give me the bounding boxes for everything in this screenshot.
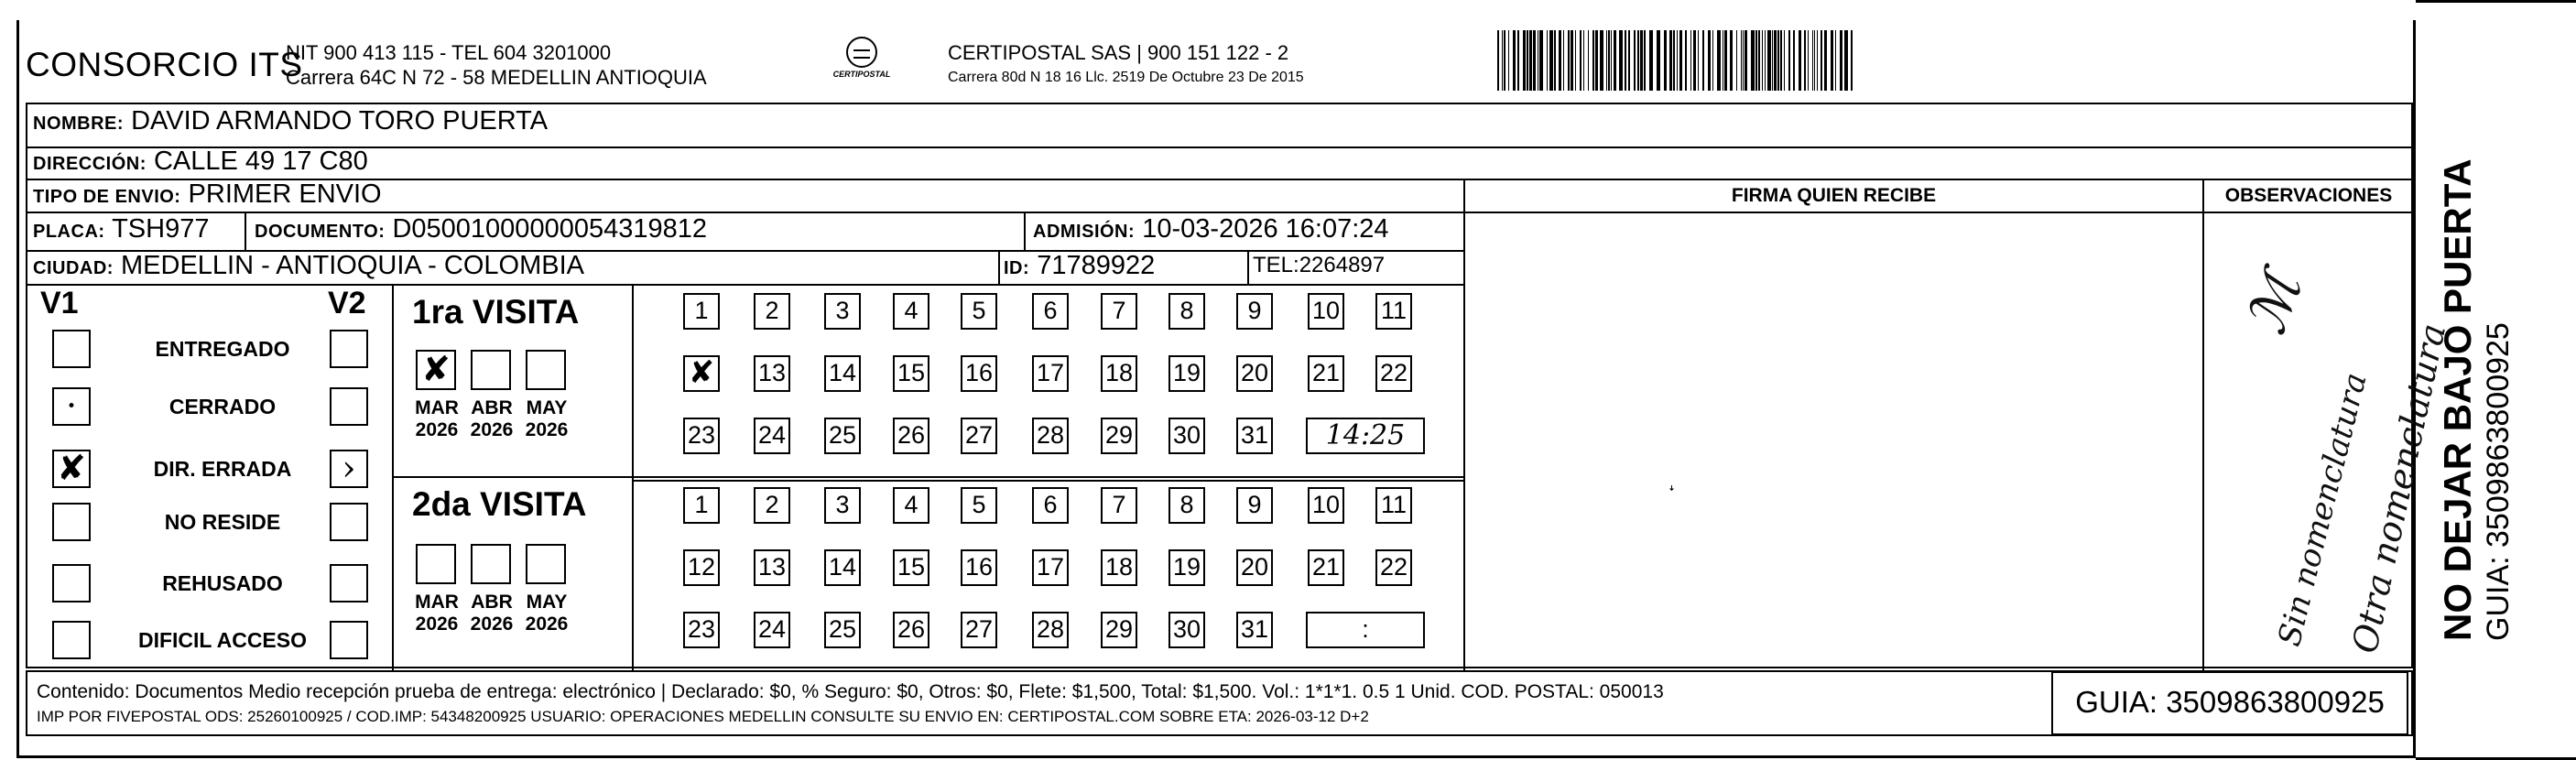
- day-box: 25: [824, 612, 861, 648]
- placa-field: PLACA: TSH977: [33, 214, 210, 244]
- day-box: ✘: [683, 355, 720, 392]
- divider: [632, 480, 1463, 482]
- day-box: 17: [1032, 549, 1069, 586]
- v1-checkbox: [52, 503, 91, 541]
- day-box: 20: [1236, 549, 1273, 586]
- day-box: 7: [1101, 293, 1137, 330]
- tel-field: TEL:2264897: [1253, 253, 1386, 277]
- month-checkbox: [526, 350, 566, 390]
- documento-field: DOCUMENTO: D05001000000054319812: [255, 214, 707, 244]
- month-year: 2026: [470, 419, 514, 440]
- day-box: 11: [1375, 487, 1412, 524]
- v1-checkbox: ✘: [52, 450, 91, 488]
- tipo-envio-value: PRIMER ENVIO: [188, 179, 382, 209]
- day-box: 1: [683, 487, 720, 524]
- v1-checkbox: [52, 330, 91, 368]
- day-box: 14: [824, 355, 861, 392]
- divider: [998, 250, 1000, 284]
- month-checkbox: [471, 350, 511, 390]
- day-box: 7: [1101, 487, 1137, 524]
- day-box: 26: [893, 418, 929, 454]
- id-field: ID: 71789922: [1004, 251, 1156, 280]
- status-label: ENTREGADO: [155, 337, 290, 361]
- certipostal-info: [948, 40, 1304, 90]
- tel-value: 2264897: [1299, 253, 1386, 277]
- v2-checkbox: [330, 621, 368, 659]
- time-box: :: [1306, 612, 1425, 648]
- nombre-value: DAVID ARMANDO TORO PUERTA: [131, 106, 549, 136]
- day-box: 12: [683, 549, 720, 586]
- documento-value: D05001000000054319812: [392, 214, 707, 244]
- observaciones-header: OBSERVACIONES: [2224, 185, 2393, 206]
- day-box: 29: [1101, 418, 1137, 454]
- v2-checkbox: ›: [330, 450, 368, 488]
- certipostal-line: CERTIPOSTAL SAS | 900 151 122 - 2: [948, 41, 1289, 64]
- day-box: 28: [1032, 612, 1069, 648]
- divider: [26, 212, 1463, 213]
- day-box: 4: [893, 487, 929, 524]
- divider: [26, 147, 2413, 148]
- day-box: 16: [961, 355, 997, 392]
- day-box: 5: [961, 293, 997, 330]
- day-box: 21: [1308, 549, 1344, 586]
- day-box: 11: [1375, 293, 1412, 330]
- obs-note-1: Sin nomenclatura: [2271, 369, 2375, 650]
- day-box: 18: [1101, 549, 1137, 586]
- v1-checkbox: [52, 564, 91, 603]
- company-name: CONSORCIO ITS: [26, 46, 303, 83]
- firma-header: FIRMA QUIEN RECIBE: [1731, 185, 1937, 206]
- day-box: 20: [1236, 355, 1273, 392]
- day-box: 6: [1032, 293, 1069, 330]
- day-box: 23: [683, 418, 720, 454]
- divider: [26, 179, 2413, 180]
- day-box: 8: [1168, 293, 1205, 330]
- month-checkbox: [471, 544, 511, 584]
- day-box: 22: [1375, 355, 1412, 392]
- day-box: 30: [1168, 418, 1205, 454]
- month-name: ABR: [471, 397, 513, 418]
- day-box: 19: [1168, 355, 1205, 392]
- month-label: [518, 397, 575, 441]
- divider: [26, 284, 1463, 286]
- day-box: 23: [683, 612, 720, 648]
- month-year: 2026: [525, 419, 569, 440]
- status-label: NO RESIDE: [164, 510, 281, 534]
- day-box: 9: [1236, 487, 1273, 524]
- divider: [1463, 212, 2413, 213]
- day-box: 2: [754, 293, 790, 330]
- day-box: 31: [1236, 612, 1273, 648]
- divider: [245, 212, 246, 250]
- id-value: 71789922: [1037, 251, 1156, 280]
- month-name: MAY: [526, 592, 568, 613]
- month-label: [408, 592, 465, 635]
- v1-checkbox: [52, 621, 91, 659]
- divider: [2202, 179, 2204, 670]
- logo-icon: [846, 37, 877, 68]
- month-label: [518, 592, 575, 635]
- v2-checkbox: [330, 564, 368, 603]
- day-box: 6: [1032, 487, 1069, 524]
- company-info: [286, 40, 707, 90]
- divider: [1463, 179, 1465, 670]
- month-year: 2026: [470, 613, 514, 635]
- day-box: 10: [1308, 293, 1344, 330]
- barcode: [1497, 30, 2225, 91]
- day-box: 3: [824, 293, 861, 330]
- month-name: MAR: [415, 397, 459, 418]
- month-name: MAR: [415, 592, 459, 613]
- ciudad-value: MEDELLIN - ANTIOQUIA - COLOMBIA: [121, 251, 584, 280]
- month-label: [463, 397, 520, 441]
- day-box: 16: [961, 549, 997, 586]
- day-box: 1: [683, 293, 720, 330]
- visita2-title: 2da VISITA: [412, 485, 587, 523]
- day-box: 15: [893, 355, 929, 392]
- day-box: 17: [1032, 355, 1069, 392]
- nit-line: NIT 900 413 115 - TEL 604 3201000: [286, 41, 612, 64]
- day-box: 15: [893, 549, 929, 586]
- divider: [1024, 212, 1026, 250]
- day-box: 28: [1032, 418, 1069, 454]
- certipostal-address: Carrera 80d N 18 16 Llc. 2519 De Octubre 23 De 2015: [948, 70, 1304, 85]
- nombre-field: NOMBRE: DAVID ARMANDO TORO PUERTA: [33, 106, 549, 136]
- day-box: 30: [1168, 612, 1205, 648]
- v2-checkbox: [330, 387, 368, 426]
- stray-mark: ꜜ: [1668, 485, 1675, 500]
- v2-checkbox: [330, 503, 368, 541]
- month-label: [463, 592, 520, 635]
- day-box: 9: [1236, 293, 1273, 330]
- divider: [392, 476, 1463, 478]
- direccion-value: CALLE 49 17 C80: [153, 147, 368, 176]
- month-checkbox: [526, 544, 566, 584]
- admision-field: ADMISIÓN: 10-03-2026 16:07:24: [1033, 214, 1389, 244]
- month-checkbox: [416, 544, 456, 584]
- time-box: 14:25: [1306, 418, 1425, 454]
- guia-number: GUIA: 3509863800925: [2051, 671, 2408, 735]
- address-line: Carrera 64C N 72 - 58 MEDELLIN ANTIOQUIA: [286, 66, 707, 89]
- day-box: 10: [1308, 487, 1344, 524]
- month-name: MAY: [526, 397, 568, 418]
- vertical-guia: GUIA: 3509863800925: [2481, 322, 2516, 641]
- v1-checkbox: ·: [52, 387, 91, 426]
- day-box: 13: [754, 549, 790, 586]
- day-box: 8: [1168, 487, 1205, 524]
- day-box: 29: [1101, 612, 1137, 648]
- divider: [1247, 250, 1249, 284]
- day-box: 27: [961, 418, 997, 454]
- month-label: [408, 397, 465, 441]
- admision-value: 10-03-2026 16:07:24: [1142, 214, 1389, 244]
- day-box: 24: [754, 418, 790, 454]
- day-box: 4: [893, 293, 929, 330]
- footer-impresion: IMP POR FIVEPOSTAL ODS: 25260100925 / COD.IMP: 54348200925 USUARIO: OPERACIONES MEDELLIN CONSULTE SU ENVIO EN: CERTIPOSTAL.COM SOBRE ETA: 2026-03-12 D+2: [37, 708, 1369, 725]
- day-box: 24: [754, 612, 790, 648]
- day-box: 19: [1168, 549, 1205, 586]
- day-box: 27: [961, 612, 997, 648]
- footer-contenido: Contenido: Documentos Medio recepción prueba de entrega: electrónico | Declarado: $0, % Seguro: $0, Otros: $0, Flete: $1,500, Total: $1,500. Vol.: 1*1*1. 0.5 1 Unid. COD. POSTAL: 050013: [37, 681, 1664, 702]
- barcode-bar: [1853, 30, 1856, 91]
- month-year: 2026: [415, 613, 459, 635]
- day-box: 13: [754, 355, 790, 392]
- v1-header: V1: [40, 286, 79, 320]
- direccion-field: DIRECCIÓN: CALLE 49 17 C80: [33, 147, 368, 176]
- day-box: 14: [824, 549, 861, 586]
- day-box: 21: [1308, 355, 1344, 392]
- month-year: 2026: [525, 613, 569, 635]
- v2-checkbox: [330, 330, 368, 368]
- month-checkbox: ✘: [416, 350, 456, 390]
- month-name: ABR: [471, 592, 513, 613]
- ciudad-field: CIUDAD: MEDELLIN - ANTIOQUIA - COLOMBIA: [33, 251, 584, 280]
- v2-header: V2: [328, 286, 366, 320]
- status-label: REHUSADO: [162, 571, 283, 595]
- day-box: 26: [893, 612, 929, 648]
- day-box: 5: [961, 487, 997, 524]
- visita1-title: 1ra VISITA: [412, 293, 580, 331]
- obs-mark: ℳ: [2234, 265, 2315, 342]
- vertical-notice: [2436, 92, 2518, 641]
- month-year: 2026: [415, 419, 459, 440]
- day-box: 2: [754, 487, 790, 524]
- day-box: 3: [824, 487, 861, 524]
- certipostal-logo: CERTIPOSTAL: [829, 37, 895, 97]
- status-label: DIR. ERRADA: [153, 457, 292, 481]
- obs-note-2: Otra nomenclatura: [2344, 320, 2454, 657]
- day-box: 25: [824, 418, 861, 454]
- status-label: CERRADO: [168, 395, 277, 418]
- status-label: DIFICIL ACCESO: [137, 628, 307, 652]
- no-dejar-bajo-puerta: NO DEJAR BAJO PUERTA: [2436, 158, 2479, 641]
- tipo-envio-field: TIPO DE ENVIO: PRIMER ENVIO: [33, 179, 382, 209]
- placa-value: TSH977: [112, 214, 210, 244]
- day-box: 22: [1375, 549, 1412, 586]
- day-box: 18: [1101, 355, 1137, 392]
- day-box: 31: [1236, 418, 1273, 454]
